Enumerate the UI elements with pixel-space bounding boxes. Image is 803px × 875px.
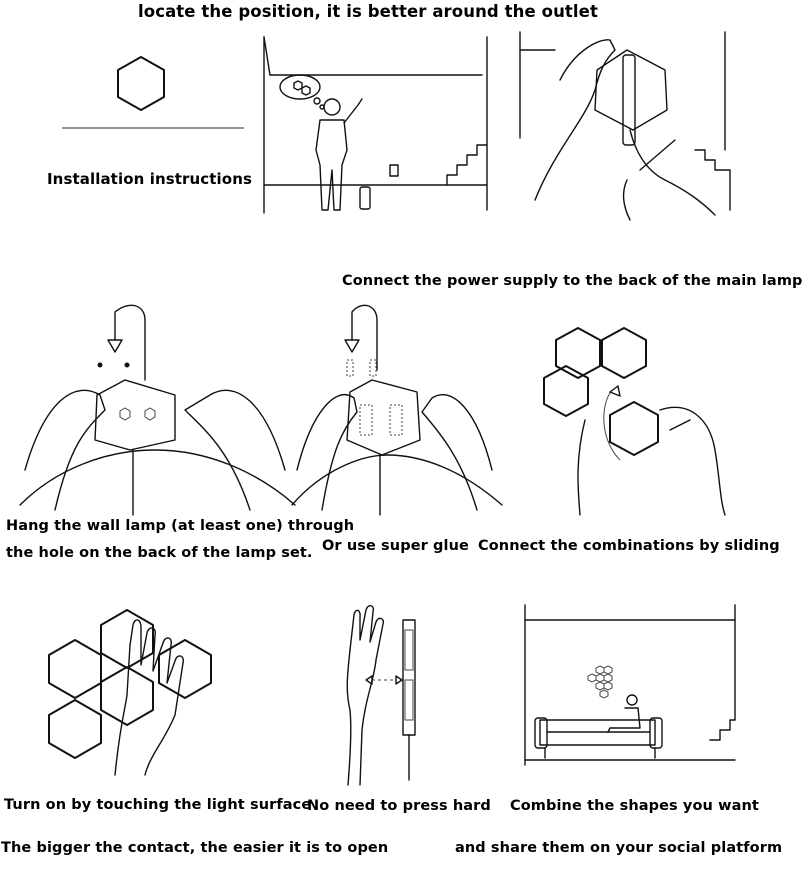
hang-lamp-illustration (15, 300, 300, 515)
room-illustration (262, 35, 492, 215)
step2-caption-line2: the hole on the back of the lamp set. (6, 545, 313, 561)
step1-caption: Connect the power supply to the back of the main lamp (342, 273, 803, 289)
power-connect-illustration (515, 30, 740, 220)
touch-illustration (35, 605, 230, 775)
living-room-illustration (520, 600, 740, 775)
step4-caption: Connect the combinations by sliding (478, 538, 780, 554)
glue-illustration (292, 300, 507, 515)
step3-caption: Or use super glue (322, 538, 469, 554)
press-illustration (330, 600, 430, 785)
step6-caption: No need to press hard (307, 798, 491, 814)
slide-connect-illustration (530, 310, 740, 515)
step2-caption-line1: Hang the wall lamp (at least one) through (6, 518, 355, 534)
step5-caption-line1: Turn on by touching the light surface (4, 797, 312, 813)
step7-caption-line1: Combine the shapes you want (510, 798, 759, 814)
intro-label: Installation instructions (47, 170, 253, 188)
page-title: locate the position, it is better around the outlet (138, 2, 598, 21)
step7-caption-line2: and share them on your social platform (455, 840, 783, 856)
step5-caption-line2: The bigger the contact, the easier it is to open (1, 840, 389, 856)
